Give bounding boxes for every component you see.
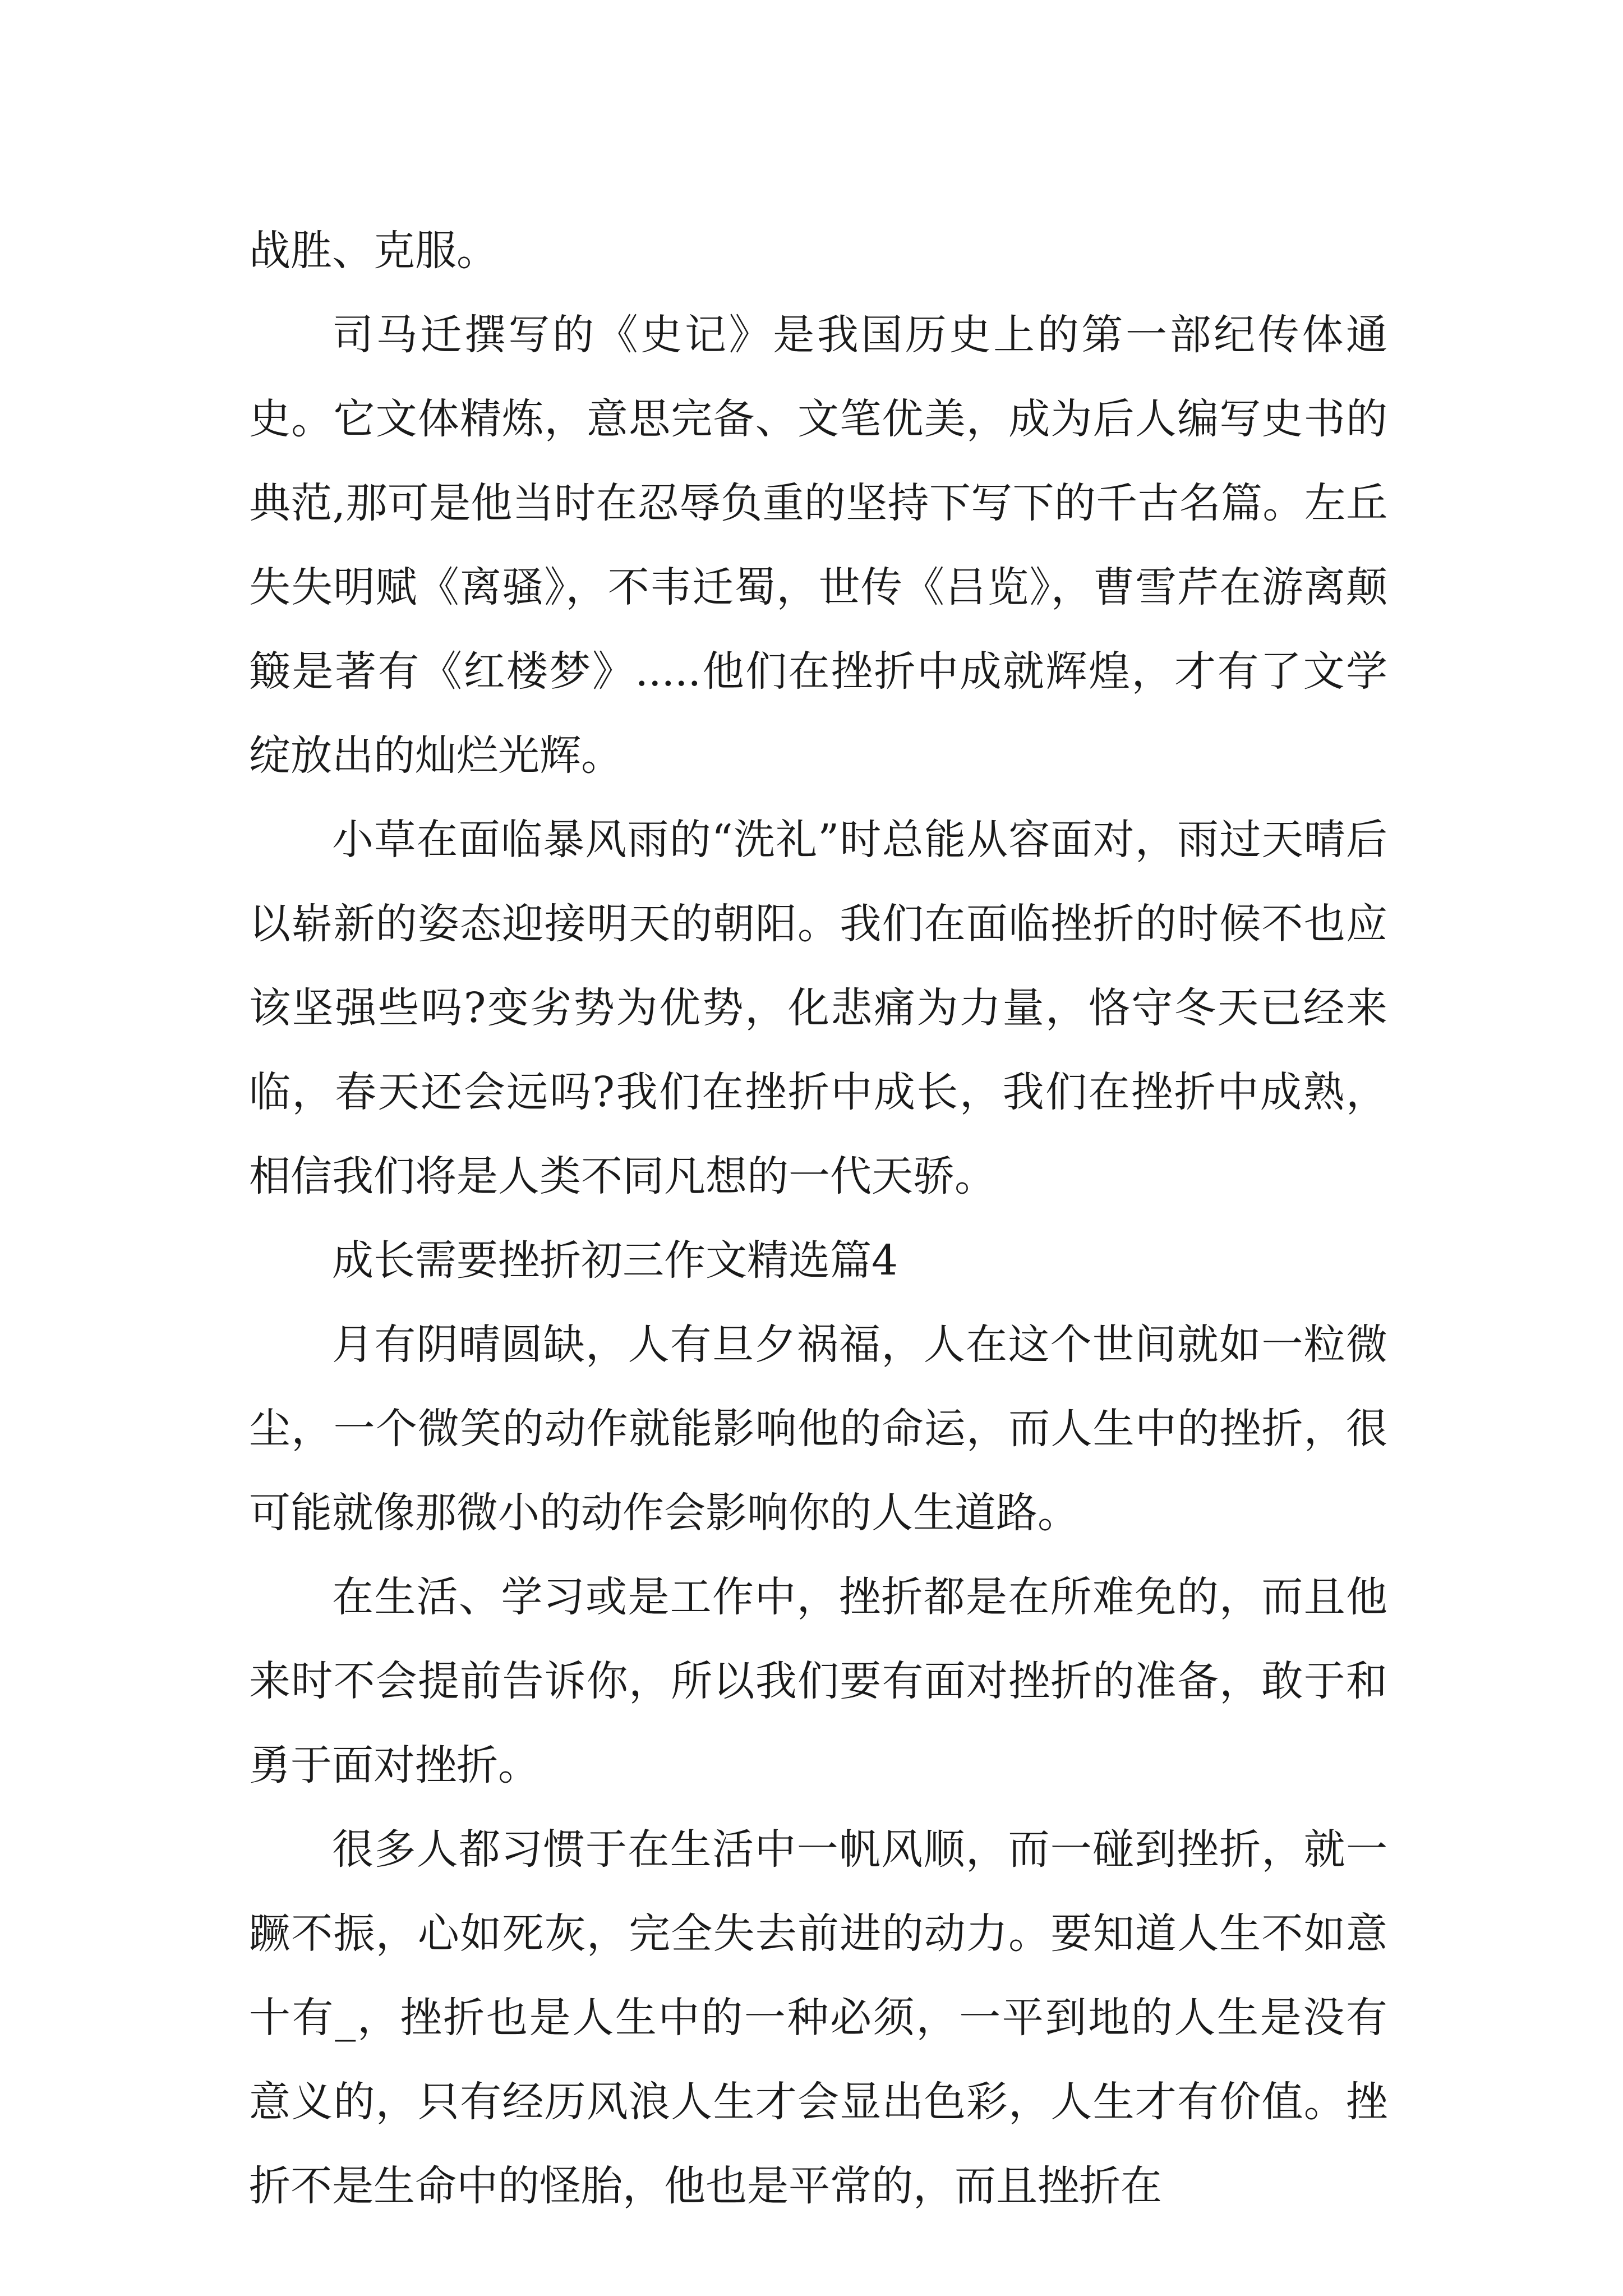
paragraph-grass: 小草在面临暴风雨的“洗礼”时总能从容面对，雨过天晴后以崭新的姿态迎接明天的朝阳。我们在面临挫折的时候不也应该坚强些吗?变劣势为优势，化悲痛为力量，恪守冬天已经来临，春天还会远吗?我们在挫折中成长，我们在挫折中成熟，相信我们将是人类不同凡想的一代天骄。 — [249, 816, 1387, 1200]
paragraph-smooth-sailing: 很多人都习惯于在生活中一帆风顺，而一碰到挫折，就一蹶不振，心如死灰，完全失去前进的动力。要知道人生不如意十有_，挫折也是人生中的一种必须，一平到地的人生是没有意义的，只有经历风浪人生才会显出色彩，人生才有价值。挫折不是生命中的怪胎，他也是平常的，而且挫折在 — [249, 1825, 1387, 2210]
document-body — [249, 209, 1387, 2228]
paragraph-life-study-work: 在生活、学习或是工作中，挫折都是在所难免的，而且他来时不会提前告诉你，所以我们要有面对挫折的准备，敢于和勇于面对挫折。 — [249, 1573, 1387, 1789]
paragraph-moon: 月有阴晴圆缺，人有旦夕祸福，人在这个世间就如一粒微尘，一个微笑的动作就能影响他的命运，而人生中的挫折，很可能就像那微小的动作会影响你的人生道路。 — [249, 1320, 1387, 1537]
paragraph-shiji: 司马迁撰写的《史记》是我国历史上的第一部纪传体通史。它文体精炼，意思完备、文笔优美，成为后人编写史书的典范,那可是他当时在忍辱负重的坚持下写下的千古名篇。左丘失失明赋《离骚》，不韦迁蜀，世传《吕览》，曹雪芹在游离颠簸是著有《红楼梦》.....他们在挫折中成就辉煌，才有了文学绽放出的灿烂光辉。 — [249, 311, 1387, 780]
paragraph-continuation: 战胜、克服。 — [249, 227, 498, 275]
section-heading: 成长需要挫折初三作文精选篇4 — [332, 1236, 898, 1285]
